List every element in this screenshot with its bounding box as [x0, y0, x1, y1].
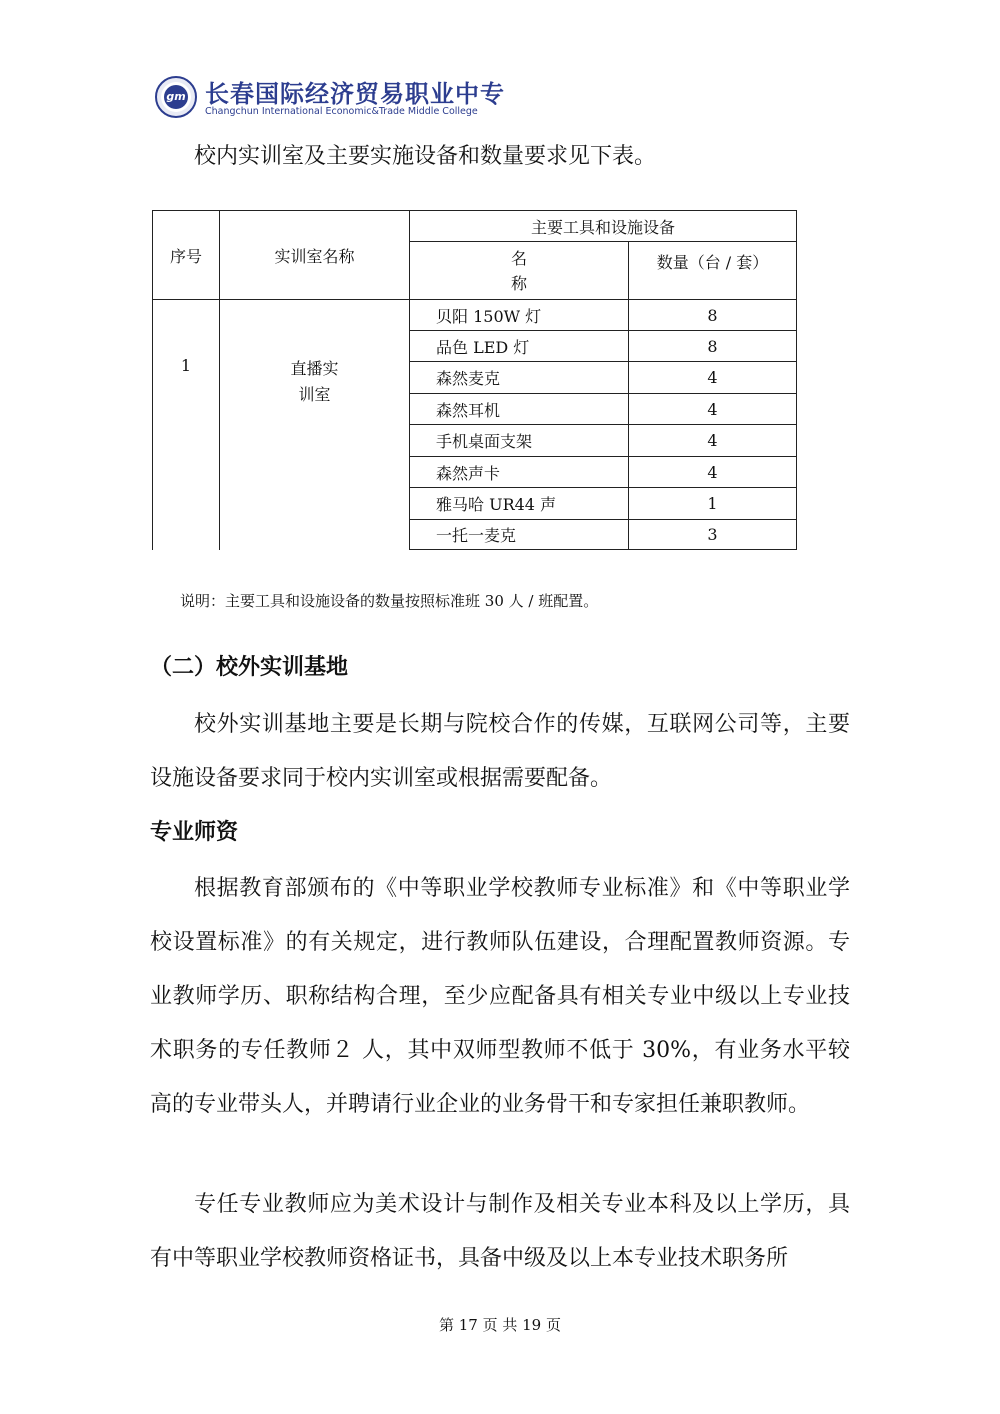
header-room: 实训室名称	[220, 211, 410, 300]
equipment-name: 雅马哈 UR44 声	[410, 488, 629, 520]
intro-text: 校内实训室及主要实施设备和数量要求见下表。	[194, 144, 657, 169]
equipment-name: 森然麦克	[410, 362, 629, 394]
section-heading-teachers: 专业师资	[150, 820, 239, 845]
header-index: 序号	[153, 211, 220, 300]
teachers-para-1: 根据教育部颁布的《中等职业学校教师专业标准》和《中等职业学校设置标准》的有关规定，进行教师队伍建设，合理配置教师资源。专业教师学历、职称结构合理，至少应配备具有相关专业中级以上专业技术职务的专任教师２ 人，其中双师型教师不低于 30%，有业务水平较高的专业带头人，并聘请行业企业的业务骨干和专家担任兼职教师。	[150, 876, 850, 1117]
equipment-name: 一托一麦克	[410, 520, 629, 550]
equipment-qty: 4	[629, 362, 797, 394]
equipment-table	[152, 210, 797, 550]
row-index: 1	[153, 300, 220, 550]
header-name-line2: 称	[510, 273, 527, 293]
equipment-qty: 1	[629, 488, 797, 520]
equipment-name: 森然声卡	[410, 457, 629, 488]
equipment-qty: 4	[629, 425, 797, 457]
page-footer: 第 17 页 共 19 页	[438, 1316, 561, 1334]
equipment-name: 森然耳机	[410, 394, 629, 425]
page-header	[155, 74, 575, 128]
school-logo	[155, 76, 197, 118]
teachers-para-2: 专任专业教师应为美术设计与制作及相关专业本科及以上学历，具有中等职业学校教师资格证书，具备中级及以上本专业技术职务所	[150, 1192, 850, 1271]
equipment-name: 品色 LED 灯	[410, 331, 629, 362]
equipment-qty: 3	[629, 520, 797, 550]
equipment-qty: 8	[629, 331, 797, 362]
equipment-qty: 4	[629, 394, 797, 425]
room-name-line1: 直播实	[290, 359, 339, 378]
equipment-qty: 8	[629, 300, 797, 331]
equipment-name: 手机桌面支架	[410, 425, 629, 457]
header-name-line1: 名	[510, 248, 527, 268]
table-note: 说明：主要工具和设施设备的数量按照标准班 30 人 / 班配置。	[180, 592, 599, 610]
header-name	[410, 242, 629, 300]
school-name-cn: 长春国际经济贸易职业中专	[205, 79, 505, 108]
row-room-name	[220, 300, 410, 550]
school-name-en: Changchun International Economic&Trade Middle College	[205, 106, 478, 117]
header-equipment-group: 主要工具和设施设备	[410, 211, 797, 242]
header-quantity: 数量（台 / 套）	[629, 242, 797, 300]
logo-mark: gm	[164, 85, 188, 109]
section-heading-external: （二）校外实训基地	[150, 655, 349, 680]
room-name-line2: 训室	[298, 385, 331, 404]
external-body: 校外实训基地主要是长期与院校合作的传媒，互联网公司等，主要设施设备要求同于校内实训室或根据需要配备。	[150, 712, 850, 791]
equipment-name: 贝阳 150W 灯	[410, 300, 629, 331]
equipment-qty: 4	[629, 457, 797, 488]
